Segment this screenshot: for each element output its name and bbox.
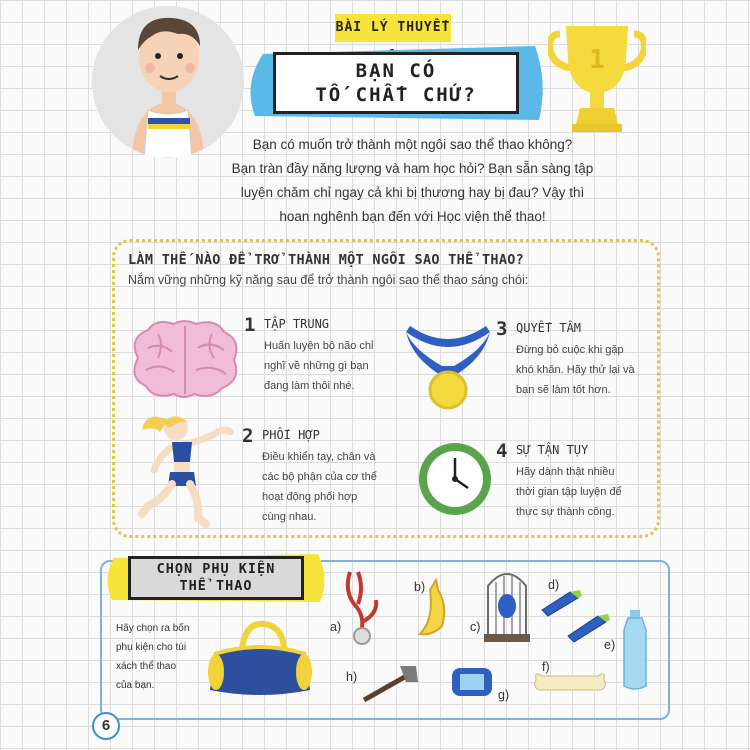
title-ribbon [243, 44, 548, 122]
intro-line: hoan nghênh bạn đến với Học viện thể thao! [279, 209, 546, 224]
desc-line: Hãy dành thật nhiều [516, 466, 615, 478]
skills-heading: LÀM THẾ NÀO ĐỂ TRỞ THÀNH MỘT NGÔI SAO THỂ THAO? [128, 252, 525, 268]
desc-line: Đừng bỏ cuộc khi gặp [516, 344, 624, 356]
skill-number: 2 [242, 425, 254, 447]
skill-coordination [242, 425, 412, 525]
accessories-title-line-1: CHỌN PHỤ KIỆN [156, 561, 276, 577]
svg-text:1: 1 [589, 45, 605, 75]
skill-description [262, 447, 402, 527]
desc-line: đang làm thôi nhé. [264, 380, 355, 392]
skill-description [264, 336, 390, 396]
axe-icon [360, 662, 422, 704]
skill-description [516, 340, 656, 400]
sports-shoes-icon [540, 588, 612, 646]
intro-line: Bạn tràn đầy năng lượng và ham học hỏi? Bạn sẵn sàng tập [231, 161, 594, 176]
skill-dedication [496, 440, 656, 520]
water-bottle-icon [620, 610, 650, 692]
item-label-h: h) [346, 670, 358, 684]
runner-girl-icon [138, 410, 238, 532]
skill-determination [496, 318, 656, 398]
desc-line: bạn sẽ làm tốt hơn. [516, 384, 611, 396]
accessories-title-ribbon [104, 552, 328, 604]
item-label-b: b) [414, 580, 426, 594]
item-label-e: e) [604, 638, 616, 652]
instruction-line: xách thể thao [116, 661, 177, 672]
page-title [273, 52, 519, 114]
skill-number: 1 [244, 314, 256, 336]
desc-line: Huấn luyện bộ não chỉ [264, 340, 374, 352]
intro-line: luyện chăm chỉ ngay cả khi bị thương hay bị đau? Vậy thì [240, 185, 585, 200]
item-label-a: a) [330, 620, 342, 634]
item-label-f: f) [542, 660, 550, 674]
desc-line: Điều khiển tay, chân và [262, 451, 376, 463]
desc-line: thực sự thành công. [516, 506, 615, 518]
title-line-1: BẠN CÓ [355, 60, 437, 82]
skills-subheading: Nắm vững những kỹ năng sau để trở thành ngôi sao thể thao sáng chói: [128, 273, 529, 287]
desc-line: cùng nhau. [262, 511, 317, 523]
intro-text [215, 133, 610, 229]
skill-number: 3 [496, 318, 508, 340]
intro-line: Bạn có muốn trở thành một ngôi sao thể thao không? [252, 137, 573, 152]
medal-icon [402, 322, 494, 412]
skill-name: TẬP TRUNG [264, 317, 330, 331]
title-line-2: TỐ CHẤT CHỨ? [315, 84, 477, 106]
item-label-g: g) [498, 688, 510, 702]
accessories-title-line-2: THỂ THAO [179, 578, 253, 594]
skill-name: SỰ TẬN TỤY [516, 443, 589, 457]
item-label-d: d) [548, 578, 560, 592]
skill-name: QUYẾT TÂM [516, 321, 582, 335]
skill-number: 4 [496, 440, 508, 462]
instruction-line: Hãy chọn ra bốn [116, 623, 190, 634]
instruction-line: phụ kiện cho túi [116, 642, 187, 653]
accessories-title [128, 556, 304, 600]
desc-line: nghĩ về những gì bạn [264, 360, 369, 372]
lesson-tag: BÀI LÝ THUYẾT [335, 14, 451, 42]
item-label-c: c) [470, 620, 481, 634]
page-number: 6 [92, 712, 120, 740]
skill-description [516, 462, 656, 522]
sports-bag-icon [206, 620, 314, 698]
instruction-line: của bạn. [116, 680, 155, 691]
desc-line: khó khăn. Hãy thử lại và [516, 364, 635, 376]
desc-line: hoạt động phối hợp [262, 491, 358, 503]
skill-name: PHỐI HỢP [262, 428, 320, 442]
skill-focus [244, 314, 404, 394]
stethoscope-icon [340, 570, 382, 650]
brain-icon [128, 318, 242, 400]
birdcage-icon [484, 562, 530, 644]
desc-line: thời gian tập luyện để [516, 486, 622, 498]
desc-line: các bộ phận của cơ thể [262, 471, 377, 483]
clock-icon [416, 440, 494, 518]
trophy-icon [548, 20, 646, 135]
stopwatch-icon [448, 664, 496, 700]
